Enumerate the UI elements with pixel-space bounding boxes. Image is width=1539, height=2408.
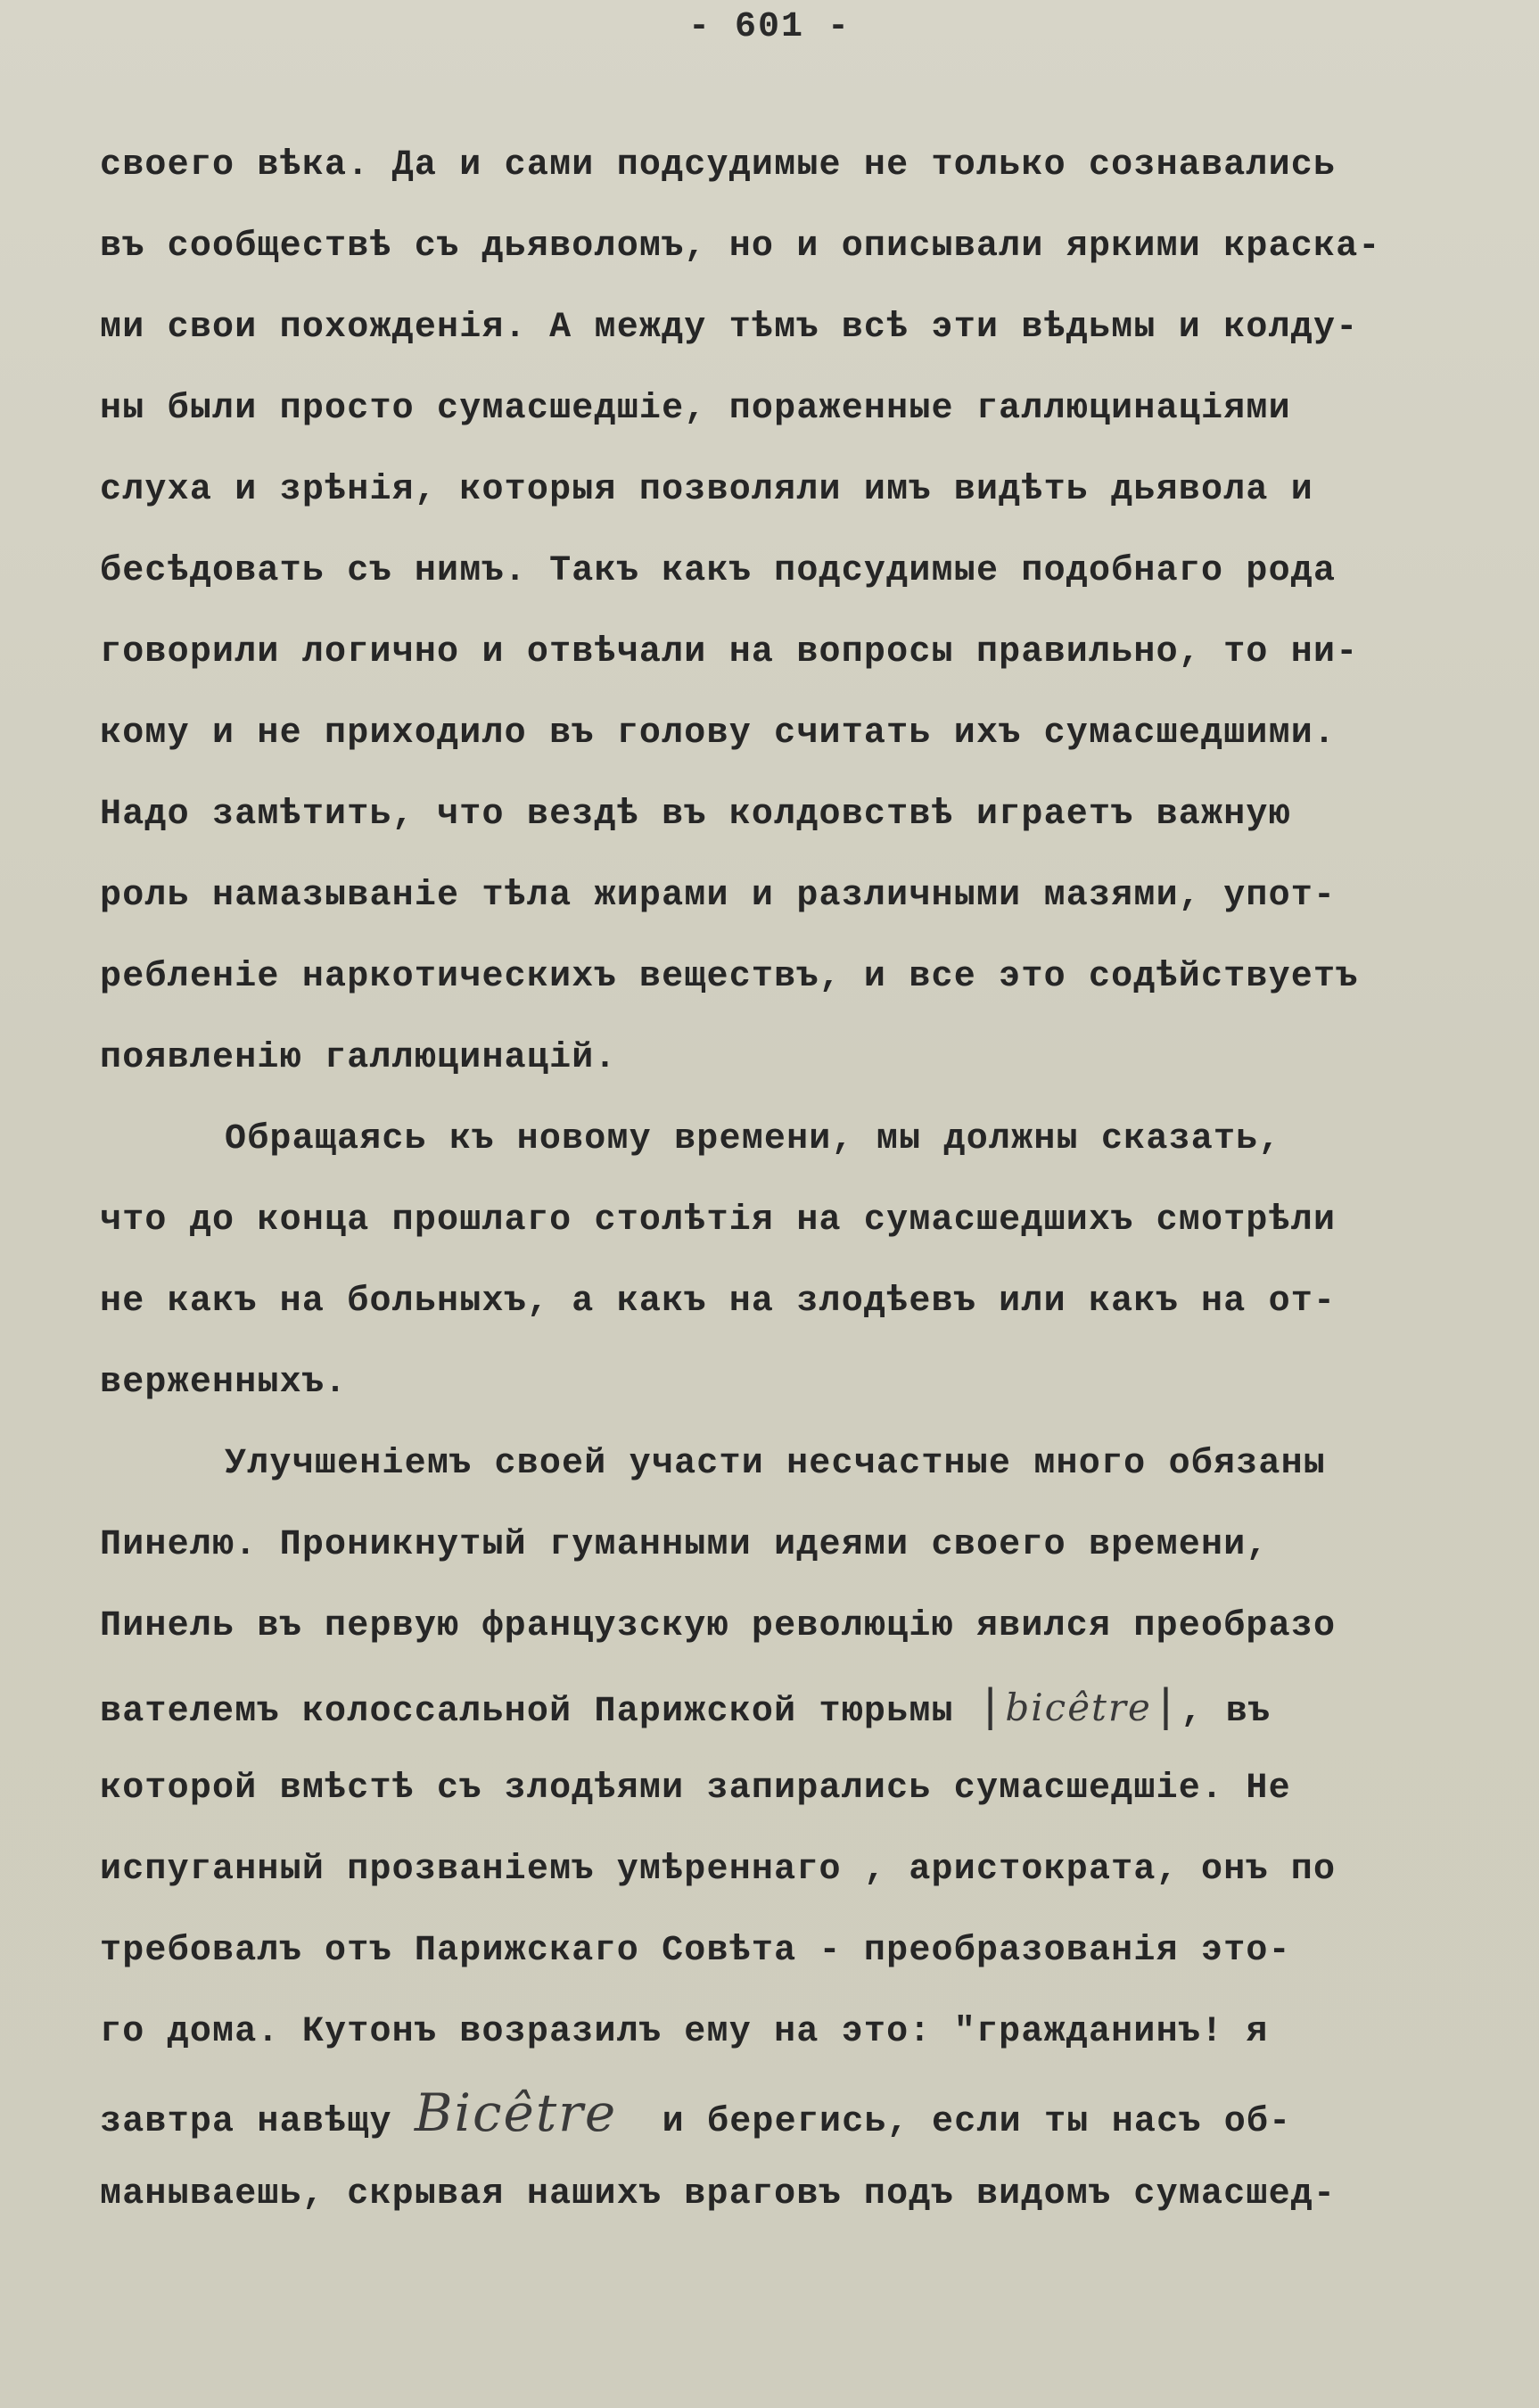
text-line: своего вѣка. Да и сами подсудимые не только сознавались	[100, 145, 1337, 186]
typed-text: завтра навѣщу	[100, 2102, 415, 2142]
typed-text: , въ	[1181, 1692, 1272, 1732]
text-line: требовалъ отъ Парижскаго Совѣта - преобразованія это-	[100, 1931, 1291, 1971]
paragraph-start-line: Обращаясь къ новому времени, мы должны сказать,	[225, 1119, 1281, 1159]
text-line: кому и не приходило въ голову считать ихъ сумасшедшими.	[100, 713, 1337, 754]
text-line: манываешь, скрывая нашихъ враговъ подъ видомъ сумасшед-	[100, 2174, 1337, 2214]
text-line-with-handwriting	[100, 1667, 1491, 1748]
handwritten-insertion: Bicêtre	[414, 2082, 618, 2143]
text-line: ми свои похожденія. А между тѣмъ всѣ эти вѣдьмы и колду-	[100, 308, 1359, 348]
typed-text: вателемъ колоссальной Парижской тюрьмы	[100, 1692, 976, 1732]
text-line-with-handwriting	[100, 2073, 1491, 2154]
paragraph-start-line: Улучшеніемъ своей участи несчастные много обязаны	[225, 1444, 1326, 1484]
text-line: ны были просто сумасшедшіе, пораженные галлюцинаціями	[100, 389, 1291, 429]
text-line: испуганный прозваніемъ умѣреннаго , аристократа, онъ по	[100, 1850, 1337, 1890]
page-number: - 601 -	[687, 7, 852, 47]
text-line: не какъ на больныхъ, а какъ на злодѣевъ или какъ на от-	[100, 1282, 1337, 1322]
text-line: го дома. Кутонъ возразилъ ему на это: "гражданинъ! я	[100, 2012, 1269, 2052]
text-line: Надо замѣтить, что вездѣ въ колдовствѣ играетъ важную	[100, 795, 1291, 835]
text-line: бесѣдовать съ нимъ. Такъ какъ подсудимые подобнаго рода	[100, 551, 1337, 591]
text-line: ребленіе наркотическихъ веществъ, и все это содѣйствуетъ	[100, 957, 1359, 997]
handwritten-bar: |	[975, 1682, 1006, 1735]
handwritten-insertion: bicêtre	[1005, 1686, 1152, 1729]
text-line: Пинелю. Проникнутый гуманными идеями своего времени,	[100, 1525, 1269, 1565]
text-line: что до конца прошлаго столѣтія на сумасшедшихъ смотрѣли	[100, 1200, 1337, 1241]
text-line: которой вмѣстѣ съ злодѣями запирались сумасшедшіе. Не	[100, 1769, 1291, 1809]
text-line: слуха и зрѣнія, которыя позволяли имъ видѣть дьявола и	[100, 470, 1314, 510]
text-line: появленію галлюцинацій.	[100, 1038, 617, 1078]
text-line: говорили логично и отвѣчали на вопросы правильно, то ни-	[100, 632, 1359, 672]
text-line: роль намазываніе тѣла жирами и различными мазями, упот-	[100, 876, 1337, 916]
body-text	[100, 125, 1491, 2235]
text-line: въ сообществѣ съ дьяволомъ, но и описывали яркими краска-	[100, 227, 1381, 267]
handwritten-bar: |	[1151, 1682, 1181, 1735]
text-line: верженныхъ.	[100, 1363, 348, 1403]
typed-text: и берегись, если ты насъ об-	[617, 2102, 1292, 2142]
text-line: Пинель въ первую французскую революцію явился преобразо	[100, 1606, 1337, 1646]
